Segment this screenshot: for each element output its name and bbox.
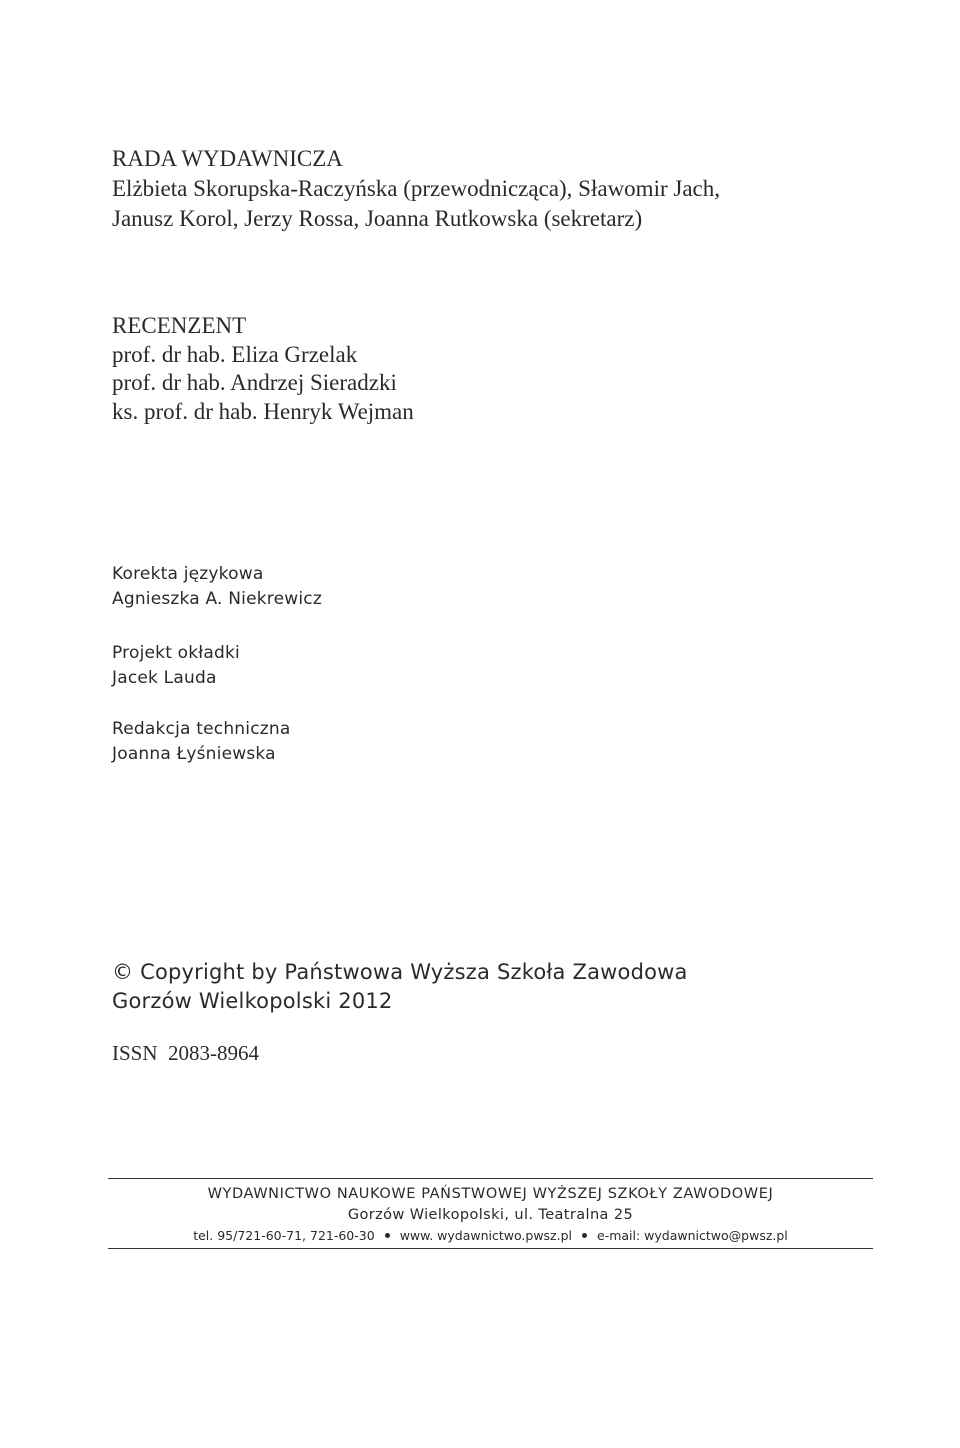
- copyright-notice: [112, 958, 688, 1016]
- credit-proofreading: [112, 562, 322, 612]
- credit-typesetting: [112, 717, 290, 767]
- bottom-rule: [108, 1248, 873, 1249]
- publisher-contact: [108, 1226, 873, 1246]
- credit-label: Projekt okładki: [112, 643, 240, 663]
- copyright-line-1: © Copyright by Państwowa Wyższa Szkoła Zawodowa: [112, 960, 688, 984]
- publisher-footer: [108, 1178, 873, 1249]
- editorial-board-members-line-2: Janusz Korol, Jerzy Rossa, Joanna Rutkowska (sekretarz): [112, 206, 643, 231]
- credit-cover-design: [112, 641, 240, 691]
- editorial-board-heading: RADA WYDAWNICZA: [112, 146, 343, 171]
- publisher-email: e-mail: wydawnictwo@pwsz.pl: [597, 1228, 788, 1243]
- publisher-address: Gorzów Wielkopolski, ul. Teatralna 25: [347, 1207, 634, 1223]
- editorial-board: [112, 144, 720, 234]
- credit-name: Jacek Lauda: [112, 668, 217, 688]
- copyright-line-2: Gorzów Wielkopolski 2012: [112, 989, 393, 1013]
- reviewer-name: prof. dr hab. Andrzej Sieradzki: [112, 370, 397, 395]
- issn-number: ISSN 2083-8964: [112, 1041, 260, 1065]
- top-rule: [108, 1178, 873, 1179]
- reviewer-name: ks. prof. dr hab. Henryk Wejman: [112, 398, 414, 424]
- bullet-icon: [582, 1233, 587, 1238]
- bullet-icon: [385, 1233, 390, 1238]
- publisher-name: WYDAWNICTWO NAUKOWE PAŃSTWOWEJ WYŻSZEJ SZKOŁY ZAWODOWEJ: [207, 1186, 774, 1202]
- issn: [112, 1039, 259, 1068]
- credit-name: Agnieszka A. Niekrewicz: [112, 589, 322, 609]
- credit-label: Redakcja techniczna: [112, 719, 291, 739]
- publisher-phone: tel. 95/721-60-71, 721-60-30: [193, 1228, 375, 1243]
- reviewers-heading: RECENZENT: [112, 313, 247, 338]
- credit-label: Korekta językowa: [112, 564, 264, 584]
- reviewers: [112, 312, 414, 426]
- credit-name: Joanna Łyśniewska: [112, 744, 276, 764]
- reviewer-name: prof. dr hab. Eliza Grzelak: [112, 341, 358, 367]
- editorial-board-members-line-1: Elżbieta Skorupska-Raczyńska (przewodnicząca), Sławomir Jach,: [112, 176, 720, 201]
- publisher-website: www. wydawnictwo.pwsz.pl: [399, 1228, 573, 1243]
